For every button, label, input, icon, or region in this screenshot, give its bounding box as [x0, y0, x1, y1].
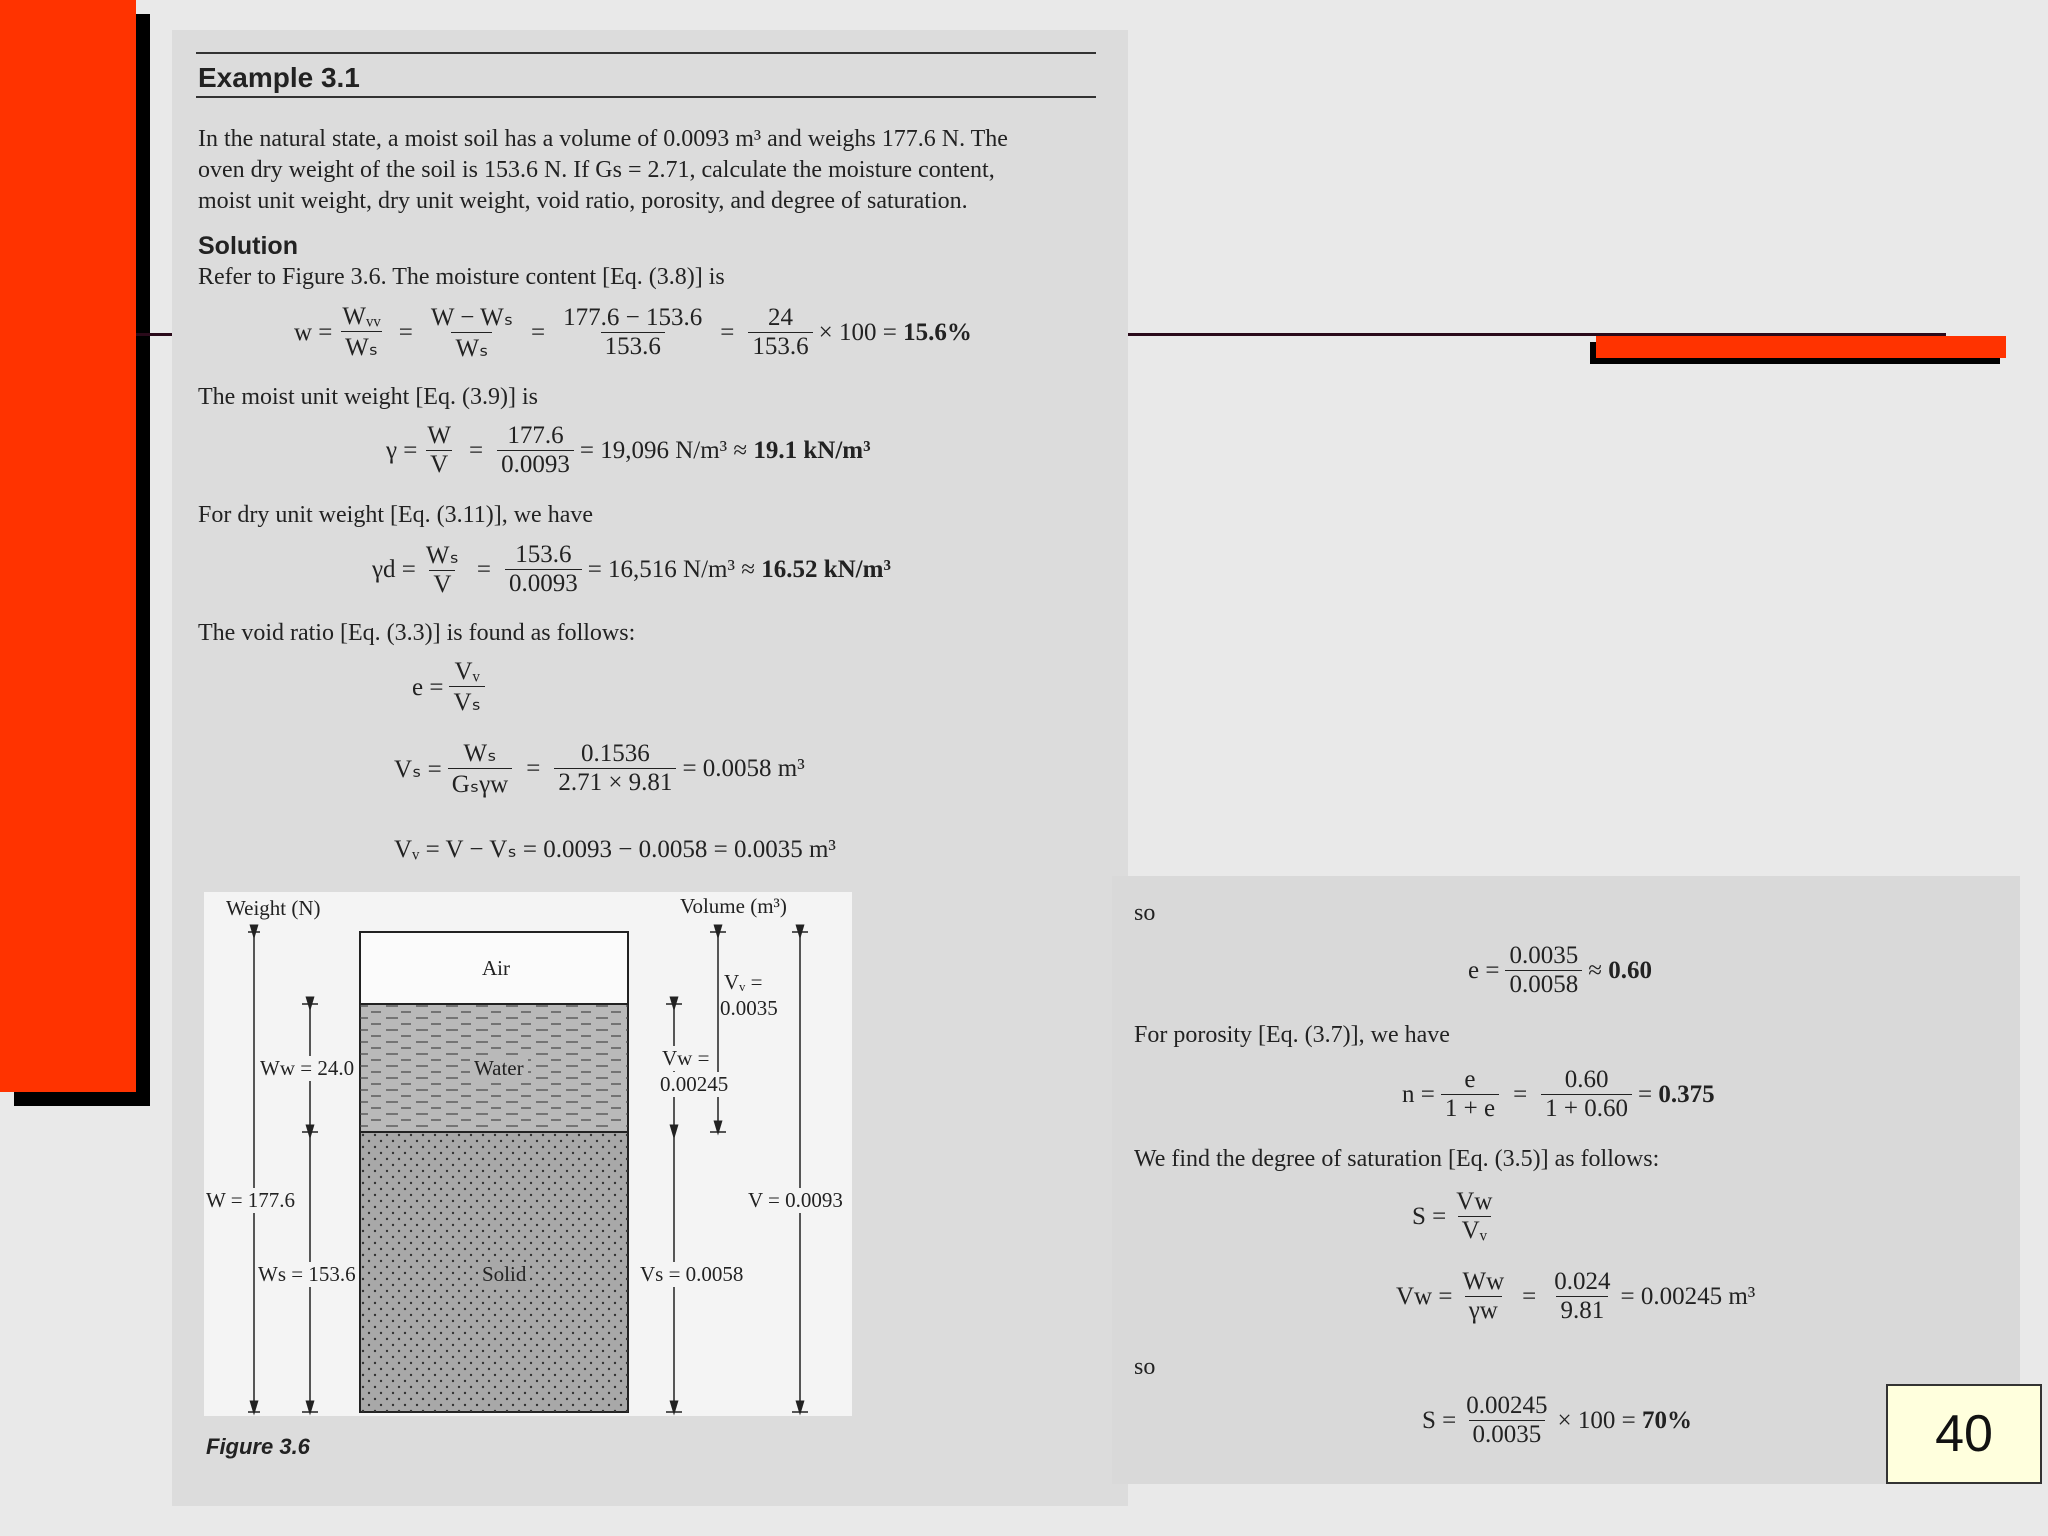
v-total-label: V = 0.0093 — [748, 1188, 843, 1212]
moisture-content-equation: w = $\frac{\text{Wᵥᵥ}}{\text{Wₛ}}$ = $\frac{\text{W − Wₛ}}{\text{Wₛ}}$ = $\frac{177.6 - 153.6}{153.6}$ = $\frac{24}{153.6}$ × 100 = 15.6% — [294, 303, 972, 362]
textbook-page-right — [1112, 876, 2020, 1484]
moisture-intro: Refer to Figure 3.6. The moisture content [Eq. (3.8)] is — [198, 264, 725, 290]
so-label-1: so — [1134, 900, 1156, 926]
ww-label: Ww = 24.0 — [260, 1056, 355, 1080]
slide-number: 40 — [1886, 1384, 2042, 1484]
so-label-2: so — [1134, 1354, 1156, 1380]
problem-line-1: In the natural state, a moist soil has a volume of 0.0093 m³ and weighs 177.6 N. The — [198, 126, 1008, 152]
moist-intro: The moist unit weight [Eq. (3.9)] is — [198, 384, 538, 410]
title-rule — [196, 96, 1096, 98]
water-volume-equation: Vw = $\frac{Ww}{\gamma w}$ = $\frac{0.024}{9.81}$ = 0.00245 m³ — [1396, 1268, 1756, 1324]
air-label: Air — [482, 956, 510, 980]
vv-label-b: 0.0035 — [720, 996, 778, 1020]
vw-label-a: Vw = — [662, 1046, 710, 1070]
void-ratio-definition: e = $\frac{\text{Vᵥ}}{\text{Vₛ}}$ — [412, 658, 491, 717]
moist-result: 19.1 kN/m³ — [753, 436, 871, 464]
void-ratio-result: 0.60 — [1608, 956, 1652, 984]
saturation-result-equation: S = $\frac{0.00245}{0.0035}$ × 100 = 70% — [1422, 1392, 1692, 1448]
saturation-result: 70% — [1641, 1406, 1692, 1434]
w-total-label: W = 177.6 — [206, 1188, 296, 1212]
ws-label: Ws = 153.6 — [258, 1262, 356, 1286]
figure-caption: Figure 3.6 — [206, 1434, 310, 1459]
dry-intro: For dry unit weight [Eq. (3.11)], we have — [198, 502, 594, 528]
volume-header: Volume (m³) — [680, 894, 787, 918]
saturation-intro: We find the degree of saturation [Eq. (3.5)] as follows: — [1134, 1146, 1660, 1172]
solid-volume-equation: Vₛ = $\frac{\text{Wₛ}}{\text{Gₛγw}}$ = $\frac{0.1536}{2.71 \times 9.81}$ = 0.0058 m³ — [394, 740, 805, 798]
solid-label: Solid — [478, 1262, 530, 1287]
void-intro: The void ratio [Eq. (3.3)] is found as follows: — [198, 620, 636, 646]
moisture-result: 15.6% — [903, 318, 972, 346]
vv-label-a: Vᵥ = — [724, 970, 763, 994]
saturation-definition: S = $\frac{Vw}{\text{Vᵥ}}$ — [1412, 1188, 1493, 1244]
left-red-bar — [0, 0, 136, 1092]
porosity-result: 0.375 — [1658, 1080, 1715, 1108]
example-title: Example 3.1 — [198, 62, 360, 93]
problem-line-2: oven dry weight of the soil is 153.6 N. If Gs = 2.71, calculate the moisture content, — [198, 157, 995, 183]
vs-label: Vs = 0.0058 — [640, 1262, 744, 1286]
porosity-intro: For porosity [Eq. (3.7)], we have — [1134, 1022, 1450, 1048]
problem-line-3: moist unit weight, dry unit weight, void ratio, porosity, and degree of saturation. — [198, 188, 968, 214]
porosity-equation: n = $\frac{e}{1 + e}$ = $\frac{0.60}{1 + 0.60}$ = 0.375 — [1402, 1066, 1715, 1122]
dry-result: 16.52 kN/m³ — [761, 555, 891, 583]
weight-header: Weight (N) — [226, 896, 321, 920]
vw-label-b: 0.00245 — [660, 1072, 729, 1096]
top-rule — [196, 52, 1096, 54]
moist-unit-weight-equation: γ = $\frac{W}{V}$ = $\frac{177.6}{0.0093}$ = 19,096 N/m³ ≈ 19.1 kN/m³ — [386, 422, 871, 478]
void-volume-equation: Vᵥ = V − Vₛ = 0.0093 − 0.0058 = 0.0035 m³ — [394, 836, 836, 863]
textbook-page-left — [172, 30, 1128, 1506]
phase-diagram-figure — [204, 892, 852, 1416]
solution-heading: Solution — [198, 232, 298, 260]
void-ratio-result-equation: e = $\frac{0.0035}{0.0058}$ ≈ 0.60 — [1468, 942, 1652, 998]
red-accent-bar — [1596, 336, 2006, 358]
water-label: Water — [470, 1056, 528, 1081]
dry-unit-weight-equation: γd = $\frac{\text{Wₛ}}{V}$ = $\frac{153.6}{0.0093}$ = 16,516 N/m³ ≈ 16.52 kN/m³ — [372, 541, 891, 598]
